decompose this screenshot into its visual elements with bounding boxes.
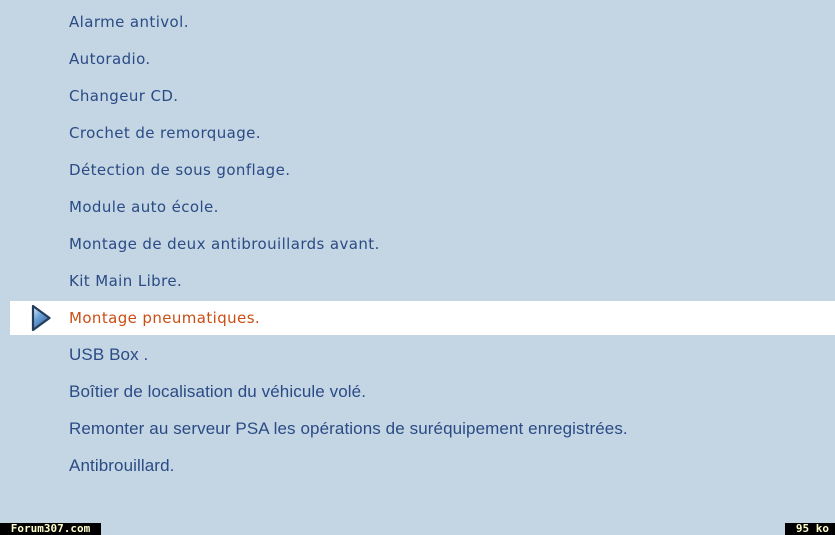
watermark-right-label: 95 ko [795, 522, 829, 535]
options-menu [0, 3, 835, 484]
menu-item-label: Changeur CD. [69, 86, 179, 105]
menu-item[interactable] [0, 114, 835, 151]
menu-item-label: Alarme antivol. [69, 12, 189, 31]
menu-item-label: Autoradio. [69, 49, 151, 68]
menu-item[interactable] [0, 151, 835, 188]
menu-item[interactable] [0, 410, 835, 447]
menu-item-label: Crochet de remorquage. [69, 123, 261, 142]
menu-item-label: Détection de sous gonflage. [69, 160, 291, 179]
menu-item-label: Remonter au serveur PSA les opérations de suréquipement enregistrées. [69, 418, 628, 438]
menu-item-label: Module auto école. [69, 197, 219, 216]
menu-item-label: Montage pneumatiques. [69, 308, 261, 327]
menu-item[interactable] [0, 447, 835, 484]
menu-item[interactable] [0, 188, 835, 225]
watermark-left-label: Forum307.com [10, 522, 91, 535]
menu-item[interactable] [0, 40, 835, 77]
menu-item[interactable] [0, 3, 835, 40]
menu-item-label: Kit Main Libre. [69, 271, 183, 290]
menu-item-label: Boîtier de localisation du véhicule volé. [69, 381, 367, 401]
menu-item[interactable] [0, 336, 835, 373]
menu-item[interactable] [0, 77, 835, 114]
menu-item[interactable] [0, 299, 835, 336]
selection-arrow-icon [30, 303, 52, 333]
menu-item-label: Montage de deux antibrouillards avant. [69, 234, 380, 253]
menu-item-label: USB Box . [69, 344, 149, 364]
menu-item[interactable] [0, 373, 835, 410]
watermark-left [0, 523, 101, 535]
menu-item[interactable] [0, 225, 835, 262]
menu-item[interactable] [0, 262, 835, 299]
watermark-right [785, 523, 835, 535]
menu-item-label: Antibrouillard. [69, 455, 175, 475]
